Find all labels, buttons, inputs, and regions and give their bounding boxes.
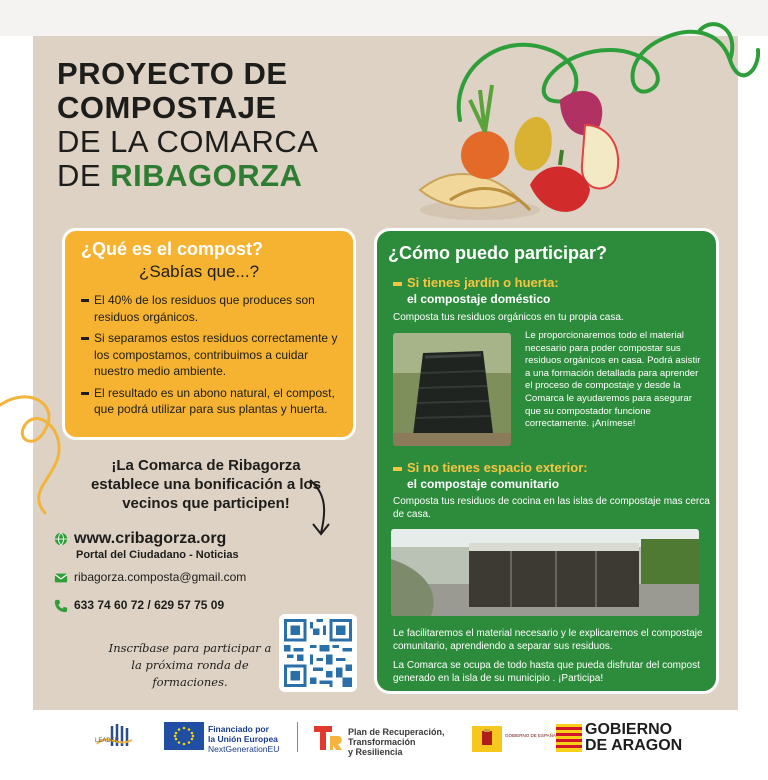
bullet-mark bbox=[81, 299, 89, 302]
what-is-compost-box bbox=[62, 228, 356, 440]
email-text[interactable]: ribagorza.composta@gmail.com bbox=[74, 570, 247, 584]
leader-logo bbox=[92, 722, 142, 750]
phone-numbers-text[interactable]: 633 74 60 72 / 629 57 75 09 bbox=[74, 598, 225, 612]
eu-funding-text bbox=[208, 724, 279, 754]
section-garden-details: Le proporcionaremos todo el material necesario para poder compostar sus residuos orgánicos en casa. Podrá asistir a una formación detallada para aprender el proceso de compostaje y desde la Comarca le ayudaremos para asegurar que su compostador funcione correctamente. ¡Anímese! bbox=[525, 330, 701, 430]
recovery-plan-line-1: Plan de Recuperación, bbox=[348, 727, 445, 737]
phone-numbers[interactable] bbox=[54, 598, 224, 613]
compost-box-title: ¿Qué es el compost? bbox=[81, 239, 264, 259]
title-line-2: COMPOSTAJE bbox=[57, 90, 277, 125]
title-line-1: PROYECTO DE bbox=[57, 56, 288, 91]
title-highlight: RIBAGORZA bbox=[110, 158, 303, 193]
section-garden-intro: Composta tus residuos orgánicos en tu propia casa. bbox=[393, 312, 624, 323]
title-line-3: DE LA COMARCA bbox=[57, 124, 319, 159]
compost-fact-1-text: El 40% de los residuos que produces son residuos orgánicos. bbox=[94, 293, 315, 324]
recovery-plan-line-3: y Resiliencia bbox=[348, 747, 403, 757]
section-no-space-heading-text: Si no tienes espacio exterior: bbox=[407, 460, 588, 475]
email-link[interactable] bbox=[54, 570, 246, 585]
leader-logo-text: LEADER bbox=[95, 738, 120, 744]
title-line-4 bbox=[57, 160, 318, 191]
bullet-mark bbox=[393, 467, 402, 471]
aragon-flag-logo bbox=[556, 724, 582, 752]
bullet-mark bbox=[393, 282, 402, 286]
bullet-mark bbox=[81, 337, 89, 340]
down-arrow-icon bbox=[305, 478, 335, 538]
website-text[interactable]: www.cribagorza.org bbox=[74, 530, 227, 547]
community-composting-photo bbox=[391, 529, 699, 616]
section-no-space-subheading: el compostaje comunitario bbox=[407, 477, 560, 491]
compost-fact-3-text: El resultado es un abono natural, el compost, que podrá utilizar para sus plantas y huerta. bbox=[94, 385, 335, 416]
home-composter-photo bbox=[393, 333, 511, 446]
bullet-mark bbox=[81, 392, 89, 395]
section-garden-subheading: el compostaje doméstico bbox=[407, 292, 551, 306]
recovery-plan-text bbox=[348, 727, 445, 757]
compost-fact-2-text: Si separamos estos residuos correctamente y los compostamos, contribuimos a cuidar nuestro medio ambiente. bbox=[94, 331, 338, 378]
bonus-message: ¡La Comarca de Ribagorza establece una bonificación a los vecinos que participen! bbox=[90, 457, 322, 512]
logo-divider bbox=[297, 722, 298, 752]
poster-title bbox=[57, 58, 318, 194]
compost-fact-2 bbox=[81, 330, 339, 380]
section-no-space-details-1: Le facilitaremos el material necesario y le explicaremos el compostaje comunitario, aprendiendo a separar sus residuos. bbox=[393, 628, 703, 652]
citizen-portal-link[interactable]: Portal del Ciudadano - Noticias bbox=[76, 549, 239, 561]
recovery-plan-line-2: Transformación bbox=[348, 737, 416, 747]
participate-box-title: ¿Cómo puedo participar? bbox=[388, 243, 608, 263]
compost-box-subtitle: ¿Sabías que...? bbox=[139, 262, 260, 281]
how-to-participate-box bbox=[374, 228, 719, 694]
eu-funding-line-2: la Unión Europea bbox=[208, 734, 278, 744]
compost-fact-1 bbox=[81, 292, 339, 325]
eu-funding-line-3: NextGenerationEU bbox=[208, 744, 280, 754]
title-line-4-prefix: DE bbox=[57, 158, 111, 193]
website-link[interactable] bbox=[54, 530, 226, 548]
spain-government-text: GOBIERNO DE ESPAÑA bbox=[505, 733, 556, 738]
aragon-line-1: GOBIERNO bbox=[585, 721, 673, 738]
section-no-space-intro: Composta tus residuos de cocina en las islas de compostaje mas cerca de casa. bbox=[393, 496, 710, 520]
phone-icon bbox=[54, 599, 68, 613]
aragon-line-2: DE ARAGON bbox=[585, 737, 683, 754]
eu-funding-line-1: Financiado por bbox=[208, 724, 269, 734]
compost-fact-3 bbox=[81, 385, 339, 418]
qr-code[interactable] bbox=[279, 614, 357, 692]
mail-icon bbox=[54, 571, 68, 585]
section-no-space-heading bbox=[393, 460, 588, 475]
vegetable-scraps-illustration bbox=[410, 70, 630, 230]
section-no-space-details-2: La Comarca se ocupa de todo hasta que pueda disfrutar del compost generado en la isla de su municipio . ¡Participa! bbox=[393, 660, 700, 684]
spain-government-logo bbox=[472, 726, 502, 752]
section-garden-heading bbox=[393, 275, 559, 290]
globe-icon bbox=[54, 532, 68, 546]
recovery-plan-logo bbox=[312, 722, 344, 752]
section-garden-heading-text: Si tienes jardín o huerta: bbox=[407, 275, 559, 290]
signup-note: Inscríbase para participar a la próxima ronda de formaciones. bbox=[108, 641, 272, 689]
aragon-government-text bbox=[585, 722, 682, 754]
eu-flag-logo bbox=[164, 722, 204, 750]
